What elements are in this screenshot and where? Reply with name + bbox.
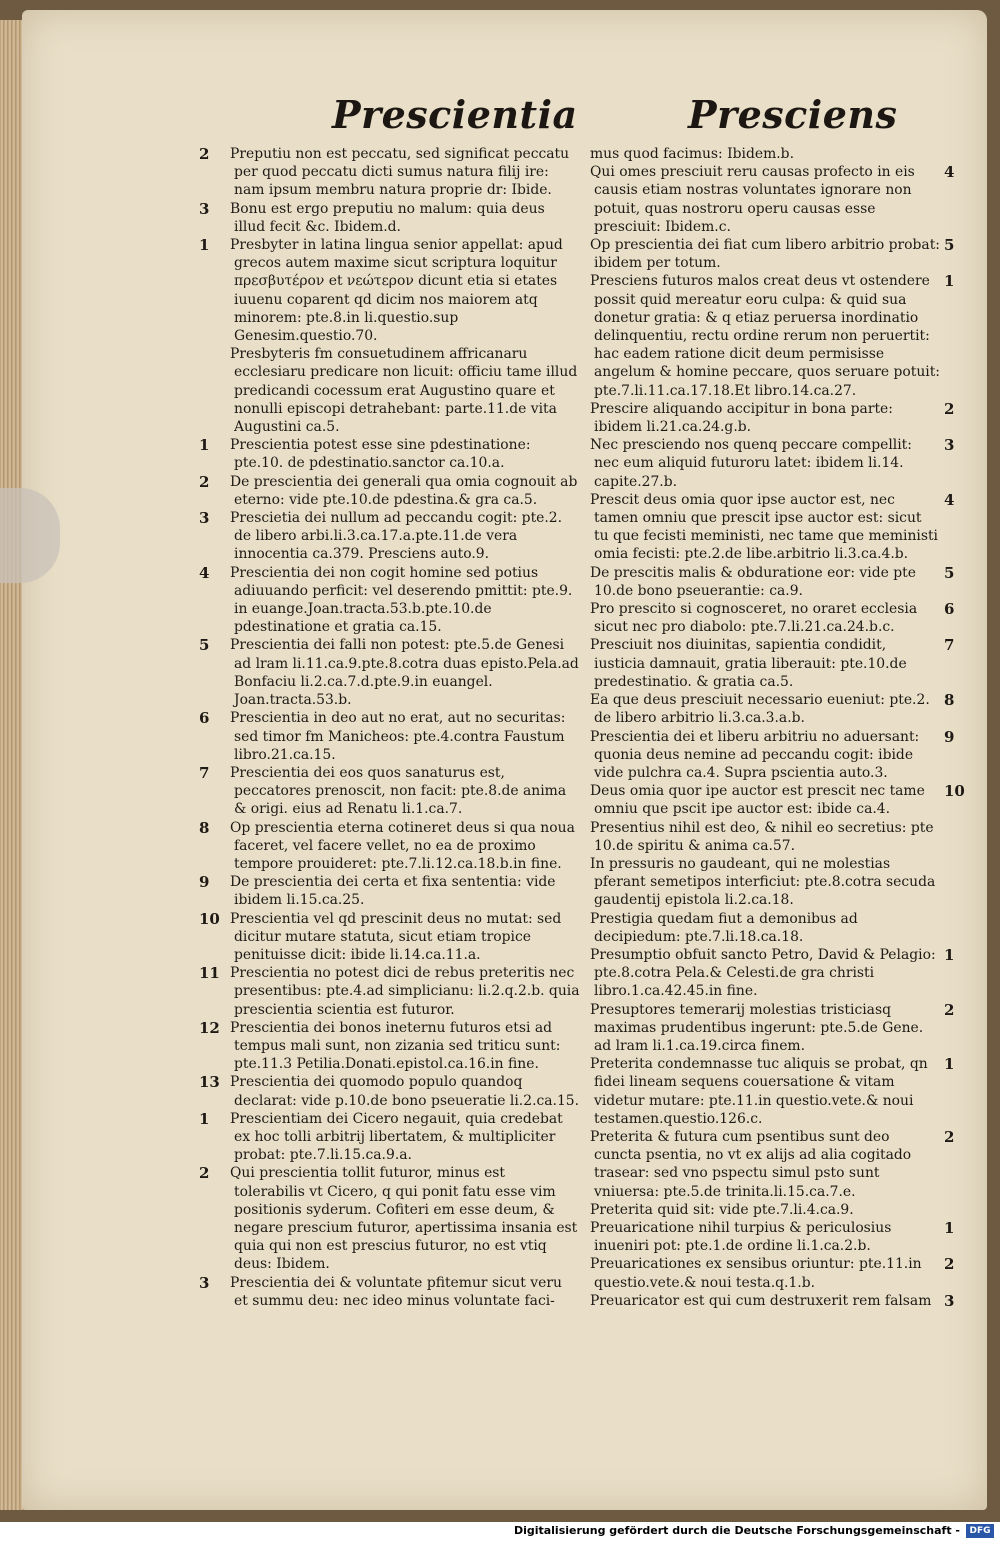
entry-number: 5 (944, 563, 955, 582)
entry-number: 2 (199, 145, 210, 163)
right-column (590, 145, 965, 1310)
entry-number: 7 (199, 763, 210, 782)
index-entry (199, 1273, 580, 1310)
entry-text: Prescientia vel qd prescinit deus no mutat: sed dicitur mutare statuta, sicut etiam tropice penituisse dicit: ibide li.14.ca.11.a. (230, 910, 562, 963)
entry-number: 9 (199, 873, 210, 892)
index-entry (590, 1201, 940, 1219)
entry-text: Prescientia dei falli non potest: pte.5.de Genesi ad lram li.11.ca.9.pte.8.cotra duas episto.Pela.ad Bonfaciu li.2.ca.7.d.pte.9.in euangel. Joan.tracta.53.b. (230, 637, 579, 709)
index-entry (199, 763, 580, 819)
entry-number: 4 (944, 163, 955, 182)
entry-number: 2 (944, 1000, 955, 1019)
entry-text: Prestigia quedam fiut a demonibus ad decipiedum: pte.7.li.18.ca.18. (590, 910, 858, 945)
entry-number: 1 (199, 436, 210, 455)
index-entry (199, 1018, 580, 1074)
entry-text: Prescietia dei nullum ad peccandu cogit: pte.2. de libero arbi.li.3.ca.17.a.pte.11.de vera innocentia ca.379. Presciens auto.9. (230, 510, 563, 563)
entry-text: Pro prescito si cognosceret, no oraret ecclesia sicut nec pro diabolo: pte.7.li.21.ca.24.b.c. (590, 601, 918, 636)
entry-text: Prescientiam dei Cicero negauit, quia credebat ex hoc tolli arbitrij libertatem, & multipliciter probat: pte.7.li.15.ca.9.a. (230, 1110, 563, 1164)
entry-number: 3 (199, 199, 210, 218)
entry-number: 1 (944, 945, 955, 964)
entry-text: Bonu est ergo preputiu no malum: quia deus illud fecit &c. Ibidem.d. (230, 200, 545, 235)
entry-number: 5 (199, 636, 210, 655)
entry-number: 10 (944, 782, 965, 801)
index-entry (590, 272, 955, 399)
index-entry (590, 855, 940, 910)
entry-number: 2 (944, 1255, 955, 1274)
entry-text: Presumptio obfuit sancto Petro, David & Pelagio: pte.8.cotra Pela.& Celesti.de gra christi libro.1.ca.42.45.in fine. (590, 946, 936, 1000)
entry-number: 3 (199, 1273, 210, 1292)
entry-number: 2 (199, 1164, 210, 1183)
index-entry (590, 600, 955, 636)
entry-text: Preputiu non est peccatu, sed significat peccatu per quod peccatu dicti sumus natura filij ire: nam ipsum membru natura proprie dr: Ibide. (230, 146, 570, 199)
index-entry (590, 1255, 955, 1291)
index-entry (199, 563, 580, 637)
entry-text: Ea que deus presciuit necessario eueniut: pte.2. de libero arbitrio li.3.ca.3.a.b. (590, 692, 930, 727)
index-entry (590, 910, 940, 946)
entry-text: Prescientia dei eos quos sanaturus est, peccatores prenoscit, non facit: pte.8.de anima & origi. eius ad Renatu li.1.ca.7. (230, 764, 567, 818)
entry-text: Presuptores temerarij molestias tristiciasq maximas prudentibus ingerunt: pte.5.de Gene. ad lram li.1.ca.19.circa finem. (590, 1001, 924, 1054)
entry-number: 10 (199, 909, 220, 928)
entry-text: Deus omia quor ipe auctor est prescit nec tame omniu que pscit ipe auctor est: ibide ca.4. (590, 783, 925, 818)
entry-text: Qui omes presciuit reru causas profecto in eis causis etiam nostras voluntates ignorare non potuit, quas nostroru operu causas esse presciuit: Ibidem.c. (590, 164, 915, 235)
index-entry (199, 909, 580, 965)
index-entry (199, 436, 580, 472)
index-entry (590, 563, 955, 600)
footer-bar (0, 1522, 1000, 1541)
entry-number: 8 (199, 818, 210, 837)
entry-text: Prescientia dei & voluntate pfitemur sicut veru et summu deu: nec ideo minus voluntate faci- (230, 1274, 562, 1309)
index-entry (199, 1073, 580, 1109)
entry-text: Preterita quid sit: vide pte.7.li.4.ca.9. (590, 1201, 854, 1218)
index-entry (590, 727, 955, 783)
entry-text: Prescientia potest esse sine pdestinatione: pte.10. de pdestinatio.sanctor ca.10.a. (230, 437, 531, 472)
entry-number: 1 (944, 1218, 955, 1237)
entry-text: In pressuris no gaudeant, qui ne molestias pferant semetipos interficiut: pte.8.cotra secuda gaudentij epistola li.2.ca.18. (590, 855, 936, 909)
entry-number: 1 (199, 1109, 210, 1128)
entry-text: Op prescientia eterna cotineret deus si qua noua faceret, vel facere vellet, no ea de proximo tempore prouideret: pte.7.li.12.ca.18.b.in fine. (230, 819, 575, 872)
index-entry (590, 945, 955, 1001)
entry-text: De prescientia dei generali qua omia cognouit ab eterno: vide pte.10.de pdestina.& gra ca.5. (230, 473, 578, 508)
index-entry (590, 636, 955, 691)
entry-text: Prescire aliquando accipitur in bona parte: ibidem li.21.ca.24.g.b. (590, 400, 893, 436)
index-entry (590, 1055, 955, 1128)
index-entry (199, 964, 580, 1019)
entry-number: 2 (944, 399, 955, 418)
dfg-logo-icon: DFG (966, 1524, 994, 1538)
entry-text: Prescientia dei quomodo populo quandoq declarat: vide p.10.de bono pseueratie li.2.ca.15. (230, 1074, 580, 1109)
index-entry (199, 818, 580, 874)
entry-number: 4 (944, 490, 955, 509)
index-entry (199, 873, 580, 909)
entry-text: Presentius nihil est deo, & nihil eo secretius: pte 10.de spiritu & anima ca.57. (590, 819, 934, 854)
entry-text: Presciuit nos diuinitas, sapientia condidit, iusticia damnauit, gratia liberauit: pte.10.de predestinatio. & gratia ca.5. (590, 637, 907, 690)
entry-text: Prescientia dei non cogit homine sed potius adiuuando perficit: vel deserendo pmittit: pte.9. in euange.Joan.tracta.53.b.pte.10.de pdestinatione et gratia ca.15. (230, 564, 573, 636)
entry-number: 9 (944, 727, 955, 746)
index-entry (199, 236, 580, 345)
index-entry (590, 399, 955, 436)
running-head-right: Presciens (688, 92, 898, 137)
entry-number: 12 (199, 1018, 220, 1037)
entry-text: Preuaricationes ex sensibus oriuntur: pte.11.in questio.vete.& noui testa.q.1.b. (590, 1256, 922, 1291)
entry-text: Presciens futuros malos creat deus vt ostendere possit quid mereatur eoru culpa: & quid sua donetur gratia: & q etiaz peruersa inordinatio delinquentiu, rectu ordine rerum non peruertit: hac eadem ratione dicit deum permisisse angelum & homine peccare, quos seruare potuit: pte.7.li.11.ca.17.18.Et libro.14.ca.27. (590, 273, 940, 399)
entry-text: De prescientia dei certa et fixa sententia: vide ibidem li.15.ca.25. (230, 874, 556, 909)
entry-number: 1 (944, 272, 955, 291)
entry-number: 7 (944, 636, 955, 655)
entry-text: Nec presciendo nos quenq peccare compellit: nec eum aliquid futuroru latet: ibidem li.14. capite.27.b. (590, 437, 912, 490)
index-entry (199, 1164, 580, 1273)
index-entry (590, 236, 955, 272)
index-entry (199, 636, 580, 709)
entry-text: Presbyter in latina lingua senior appellat: apud grecos autem maxime sicut scriptura loquitur πρεσβυτέρον et νεώτερον dicunt etia si etates iuuenu coparent qd dicim nos maiorem atq minorem: pte.8.in li.questio.sup Genesim.questio.70. (230, 237, 563, 345)
entry-number: 3 (944, 1291, 955, 1310)
entry-number: 1 (944, 1055, 955, 1074)
entry-number: 2 (199, 472, 210, 491)
entry-text: Prescit deus omia quor ipse auctor est, nec tamen omniu que prescit ipse auctor est: sicut tu que fecisti meministi, nec tame que meministi omia fecisti: pte.2.de libe.arbitrio li.3.ca.4.b. (590, 491, 939, 563)
index-entry (199, 472, 580, 509)
entry-text: Preuaricator est qui cum destruxerit rem falsam (590, 1292, 932, 1309)
index-entry (590, 1291, 955, 1310)
entry-text: Prescientia in deo aut no erat, aut no securitas: sed timor fm Manicheos: pte.4.contra Faustum libro.21.ca.15. (230, 710, 566, 763)
entry-number: 1 (199, 236, 210, 255)
index-entry (590, 436, 955, 491)
entry-text: Presbyteris fm consuetudinem affricanaru ecclesiaru predicare non licuit: officiu tame illud predicandi cocessum erat Augustino quare et nonulli episcopi detrahebant: parte.11.de vita Augustini ca.5. (230, 346, 578, 436)
entry-number: 8 (944, 691, 955, 710)
entry-text: Prescientia dei bonos ineternu futuros etsi ad tempus mali sunt, non zizania sed triticu sunt: pte.11.3 Petilia.Donati.epistol.ca.16.in fine. (230, 1019, 561, 1073)
index-entry (590, 1218, 955, 1255)
entry-number: 6 (199, 709, 210, 728)
running-head-left: Prescientia (332, 92, 578, 137)
index-entry (199, 1109, 580, 1165)
left-column (199, 145, 580, 1310)
index-entry (590, 1127, 955, 1201)
index-entry (590, 145, 940, 163)
entry-number: 4 (199, 563, 210, 582)
index-entry (199, 199, 580, 236)
index-entry (230, 345, 580, 436)
entry-number: 2 (944, 1127, 955, 1146)
index-entry (590, 819, 940, 855)
entry-number: 6 (944, 600, 955, 619)
entry-number: 13 (199, 1073, 220, 1092)
entry-text: mus quod facimus: Ibidem.b. (590, 146, 794, 162)
entry-number: 5 (944, 236, 955, 255)
entry-text: Preterita & futura cum psentibus sunt deo cuncta psentia, no vt ex alijs ad alia cogitado trasear: sed vno pspectu simul psto sunt vniuersa: pte.5.de trinita.li.15.ca.7.e. (590, 1128, 912, 1200)
entry-text: Preuaricatione nihil turpius & periculosius inueniri pot: pte.1.de ordine li.1.ca.2.b. (590, 1219, 892, 1255)
entry-number: 3 (199, 509, 210, 528)
entry-number: 3 (944, 436, 955, 455)
index-entry (590, 163, 955, 236)
index-entry (590, 490, 955, 564)
index-entry (199, 509, 580, 564)
index-entry (590, 691, 955, 727)
index-entry (590, 1000, 955, 1056)
entry-text: Qui prescientia tollit futuror, minus est tolerabilis vt Cicero, q qui ponit fatu esse vim positionis syderum. Cofiteri em esse deum, & negare prescium futuror, apertissima insania est quia qui non est prescius futuror, no est vtiq deus: Ibidem. (230, 1165, 578, 1273)
index-entry (199, 145, 580, 200)
entry-text: De prescitis malis & obduratione eor: vide pte 10.de bono pseuerantie: ca.9. (590, 564, 916, 599)
index-entry (199, 709, 580, 764)
funding-note: Digitalisierung gefördert durch die Deutsche Forschungsgemeinschaft - (513, 1524, 960, 1537)
entry-text: Op prescientia dei fiat cum libero arbitrio probat: ibidem per totum. (590, 237, 940, 272)
entry-text: Prescientia dei et liberu arbitriu no aduersant: quonia deus nemine ad peccandu cogit: ibide vide pulchra ca.4. Supra pscientia auto.3. (590, 728, 920, 781)
index-entry (590, 782, 965, 818)
entry-text: Prescientia no potest dici de rebus preteritis nec presentibus: pte.4.ad simplicianu: li.2.q.2.b. quia prescientia scientia est futuror. (230, 965, 580, 1018)
entry-number: 11 (199, 964, 220, 983)
entry-text: Preterita condemnasse tuc aliquis se probat, qn fidei lineam sequens couersatione & vitam videtur mutare: pte.11.in questio.vete.& noui testamen.questio.126.c. (590, 1056, 928, 1127)
